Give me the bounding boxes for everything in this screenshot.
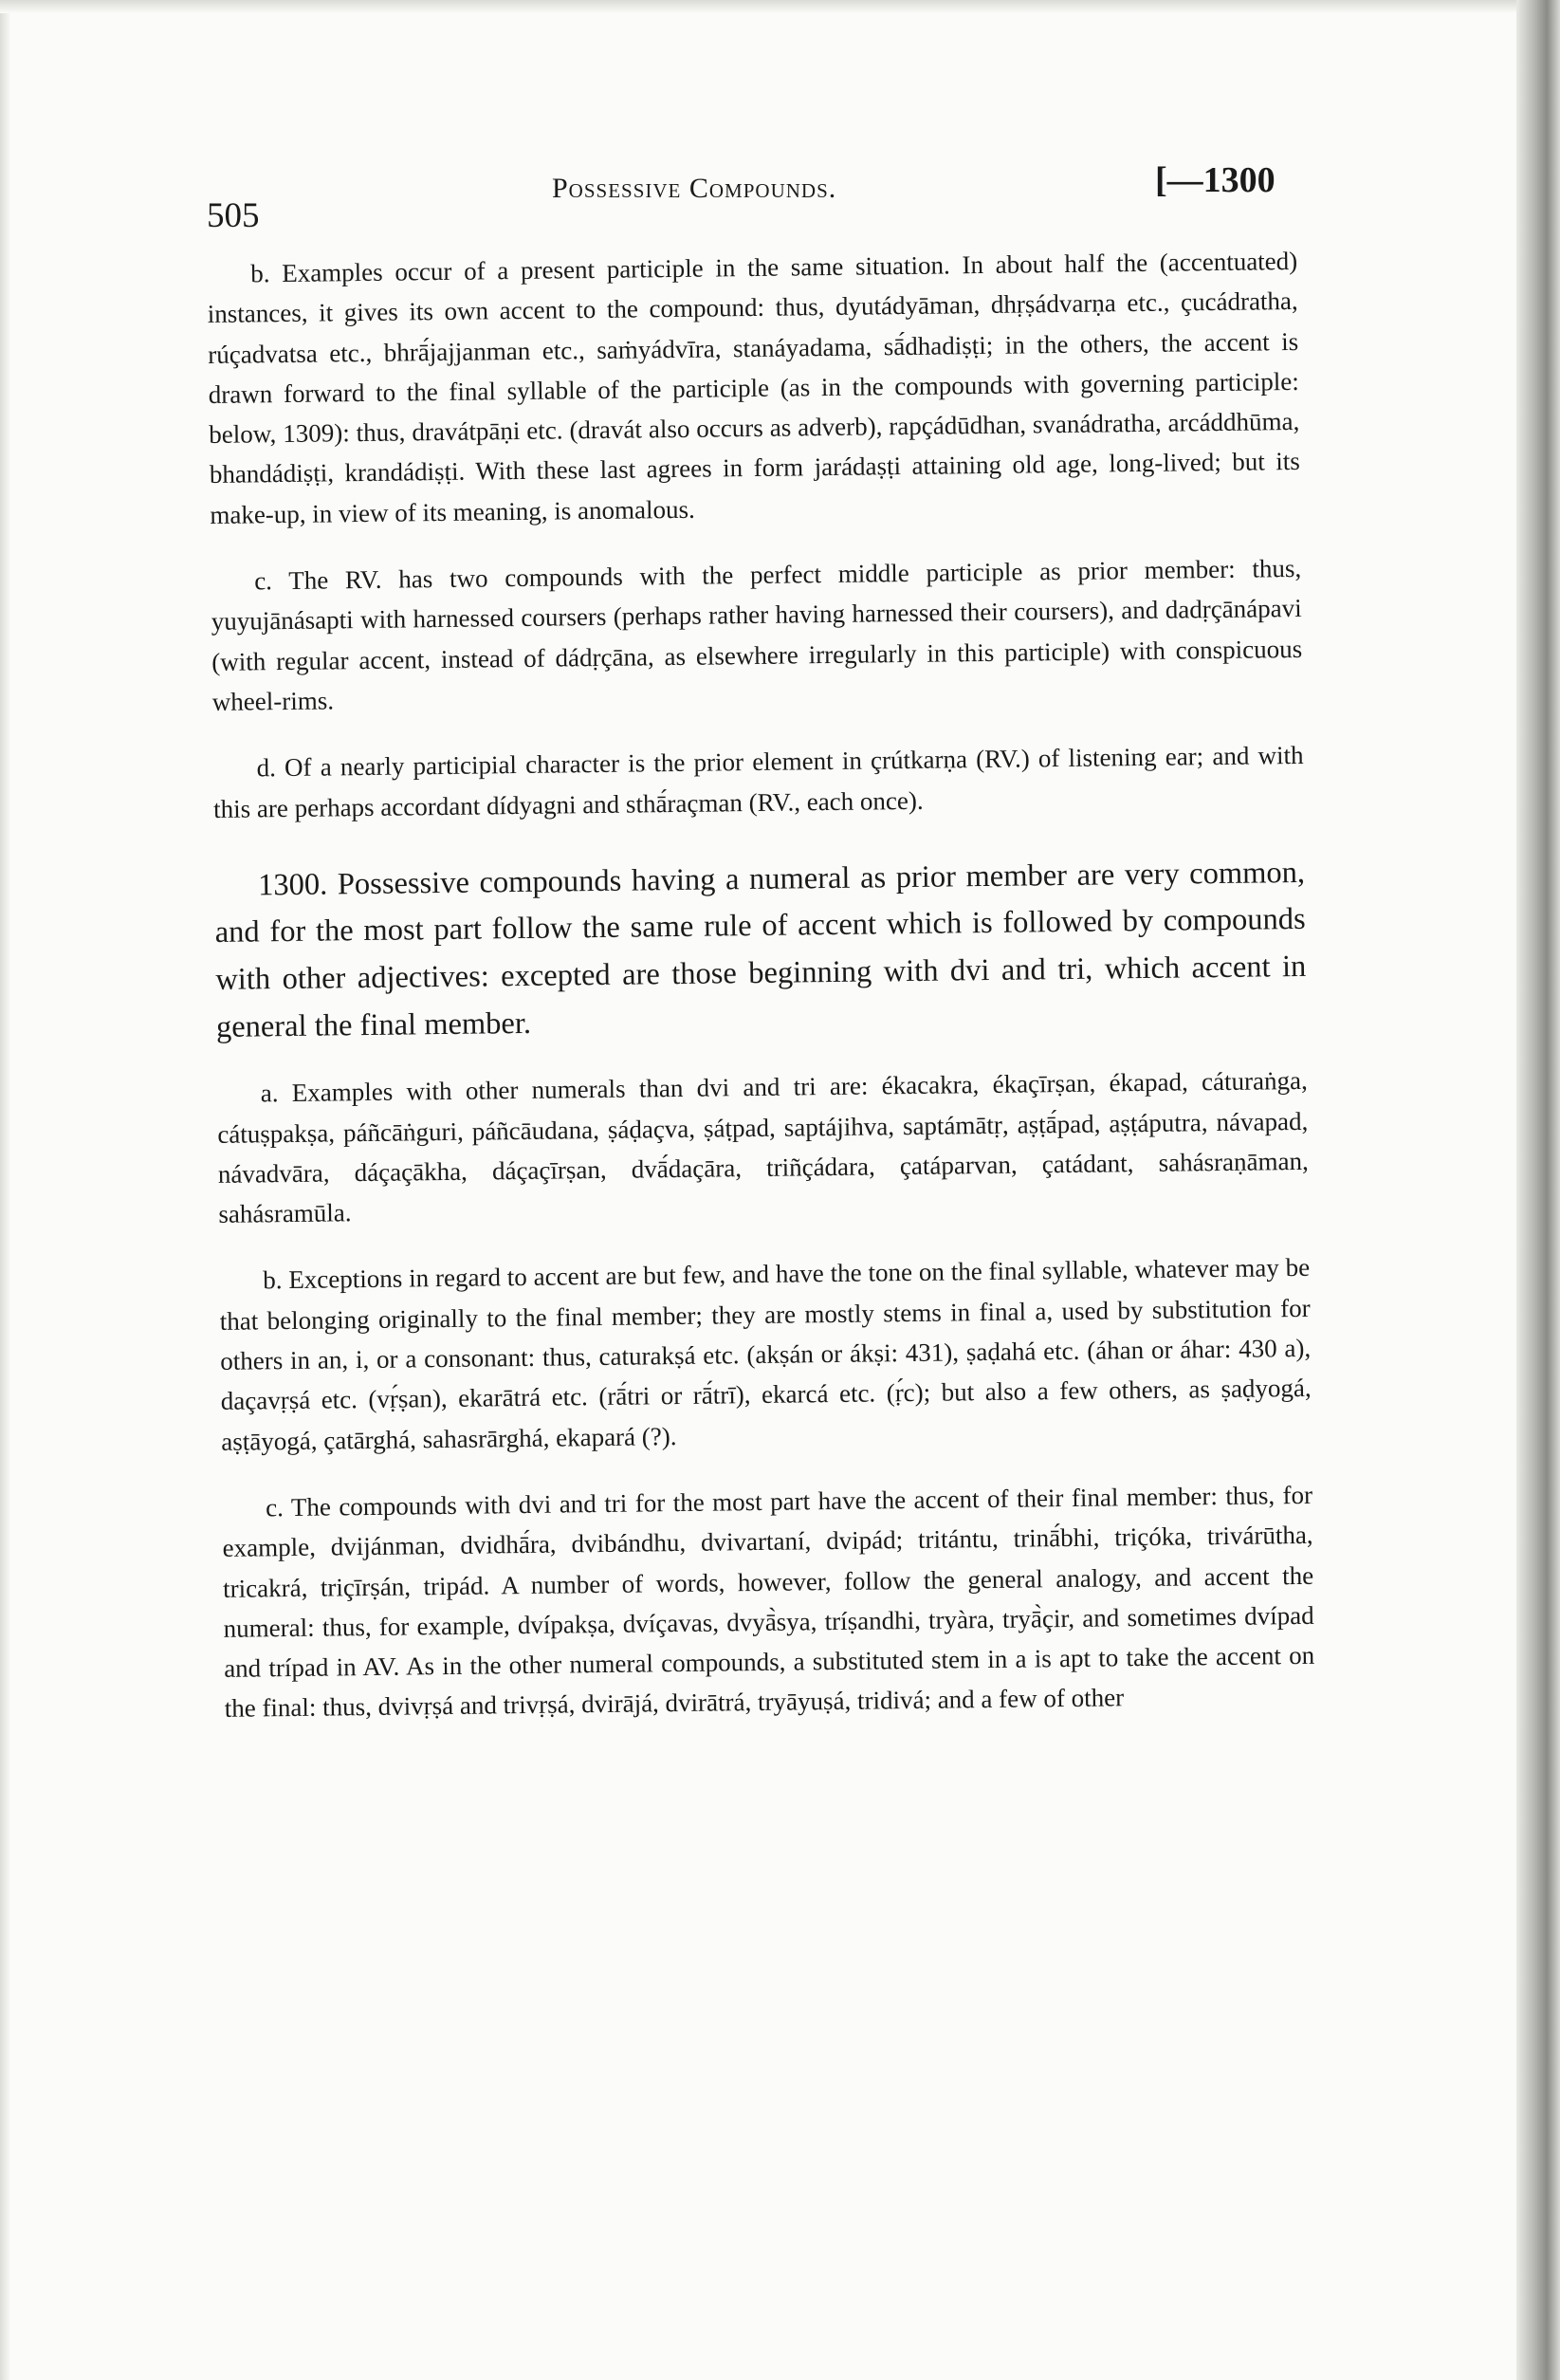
page-header	[207, 159, 1326, 235]
paragraph-d-participial-character: d. Of a nearly participial character is the prior element in çrútkarṇa (RV.) of listening ear; and with this are perhaps accordant dídyagni and sthā́raçman (RV., each once).	[212, 741, 1304, 823]
page-top-shadow	[0, 0, 1560, 13]
running-title: Possessive Compounds.	[552, 173, 837, 204]
paragraph-b-accent-exceptions: b. Exceptions in regard to accent are but few, and have the tone on the final syllable, whatever may be that belonging originally to the final member; they are mostly stems in final a, used by substitution for others in an, i, or a consonant: thus, caturakṣá etc. (akṣán or ákṣi: 431), ṣaḍahá etc. (áhan or áhar: 430 a), daçavṛṣá etc. (vṛ́ṣan), ekarātrá etc. (rā́tri or rā́trī), ekarcá etc. (ṛ́c); but also a few others, as ṣaḍyogá, aṣṭāyogá, çatārghá, sahasrārghá, ekapará (?).	[219, 1253, 1312, 1456]
page-number: 505	[207, 196, 260, 235]
page-body	[207, 241, 1315, 1729]
section-1300-numeral-compounds: 1300. Possessive compounds having a numeral as prior member are very common, and for the most part follow the same rule of accent which is followed by compounds with other adjectives: excepted are those beginning with dvi and tri, which accent in general the final member.	[214, 855, 1307, 1044]
page-left-shadow	[0, 0, 9, 2380]
paragraph-a-numeral-examples: a. Examples with other numerals than dvi and tri are: ékacakra, ékaçīrṣan, ékapad, cáturaṅga, cátuṣpakṣa, páñcāṅguri, páñcāudana, ṣáḍaçva, ṣáṭpad, saptájihva, saptámātṛ, aṣṭā́pad, aṣṭáputra, návapad, návadvāra, dáçaçākha, dáçaçīrṣan, dvā́daçāra, triñçádara, çatáparvan, çatádant, sahásraṇāman, sahásramūla.	[217, 1066, 1309, 1229]
section-reference: [—1300	[1155, 160, 1276, 200]
paragraph-b-participle-accent: b. Examples occur of a present participle in the same situation. In about half the (accentuated) instances, it gives its own accent to the compound: thus, dyutádyāman, dhṛṣádvarṇa etc., çucádratha, rúçadvatsa etc., bhrā́jajjanman etc., saṁyádvīra, stanáyadama, sā́dhadiṣṭi; in the others, the accent is drawn forward to the final syllable of the participle (as in the compounds with governing participle: below, 1309): thus, dravátpāṇi etc. (dravát also occurs as adverb), rapçádūdhan, svanádratha, arcáddhūma, bhandádiṣṭi, krandádiṣṭi. With these last agrees in form jarádaṣṭi attaining old age, long-lived; but its make-up, in view of its meaning, is anomalous.	[207, 246, 1300, 529]
paragraph-c-perfect-participle: c. The RV. has two compounds with the perfect middle participle as prior member: thus, yuyujānásapti with harnessed coursers (perhaps rather having harnessed their coursers), and dadṛçānápavi (with regular accent, instead of dádṛçāna, as elsewhere irregularly in this participle) with conspicuous wheel-rims.	[211, 554, 1303, 716]
paragraph-c-dvi-tri-compounds: c. The compounds with dvi and tri for the most part have the accent of their final member: thus, for example, dvijánman, dvidhā́ra, dvibándhu, dvivartaní, dvipád; tritántu, trinā́bhi, triçóka, trivárūtha, tricakrá, triçīrṣán, tripád. A number of words, however, follow the general analogy, and accent the numeral: thus, for example, dvípakṣa, dvíçavas, dvyā̀sya, tríṣandhi, tryàra, tryā̀çir, and sometimes dvípad and trípad in AV. As in the other numeral compounds, a substituted stem in a is apt to take the accent on the final: thus, dvivṛṣá and trivṛṣá, dvirājá, dvirātrá, tryāyuṣá, tridivá; and a few of other	[222, 1480, 1315, 1724]
book-spine-shadow	[1516, 0, 1560, 2380]
